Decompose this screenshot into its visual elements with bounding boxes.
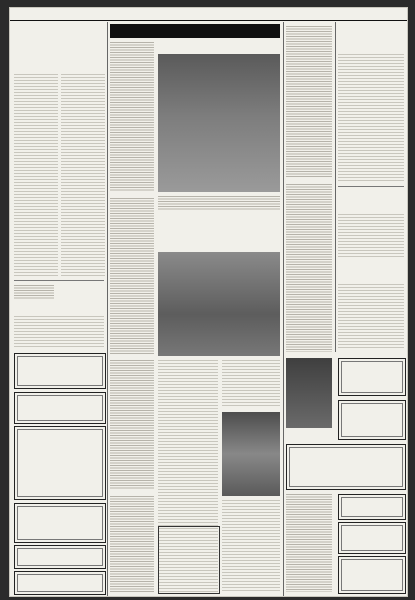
lead-article-text [14, 74, 58, 276]
museum-article-text [222, 360, 280, 408]
advertisement [338, 556, 406, 594]
section-divider [14, 280, 104, 281]
notice-text [14, 316, 104, 348]
advertisement [338, 522, 406, 554]
portrait-photo-man [286, 358, 332, 428]
feature-photo-women [158, 54, 280, 192]
advertisement [14, 392, 106, 424]
section-divider [338, 186, 404, 187]
listings-column [110, 360, 154, 490]
feature-banner [110, 24, 280, 38]
right-article-text [338, 284, 404, 348]
column-divider [107, 22, 108, 596]
advertisement [14, 545, 106, 569]
advertisement [14, 571, 106, 595]
column-divider [335, 22, 336, 352]
newspaper-page [10, 8, 407, 596]
narrow-column-text [286, 184, 332, 352]
listings-column [110, 42, 154, 192]
museum-article-text [222, 500, 280, 592]
right-article-text [338, 214, 404, 258]
advertisement [286, 444, 406, 490]
small-notice-text [14, 285, 54, 299]
advertisement [338, 400, 406, 440]
lead-article-text [61, 74, 105, 276]
advertisement [338, 358, 406, 396]
advertisement [14, 353, 106, 389]
listings-column [110, 198, 154, 354]
feature-photo-sculpture [158, 252, 280, 356]
bottom-center-box [158, 526, 220, 594]
advertisement [14, 426, 106, 500]
listings-column [110, 496, 154, 592]
advertisement [14, 503, 106, 543]
column-divider [283, 22, 284, 596]
advertisement [338, 494, 406, 520]
right-article-text [338, 54, 404, 182]
narrow-column-text [286, 26, 332, 178]
photo-caption [158, 196, 280, 210]
masthead-rule [10, 20, 407, 21]
feature-photo-portrait [222, 412, 280, 496]
right-lower-text [286, 494, 332, 592]
